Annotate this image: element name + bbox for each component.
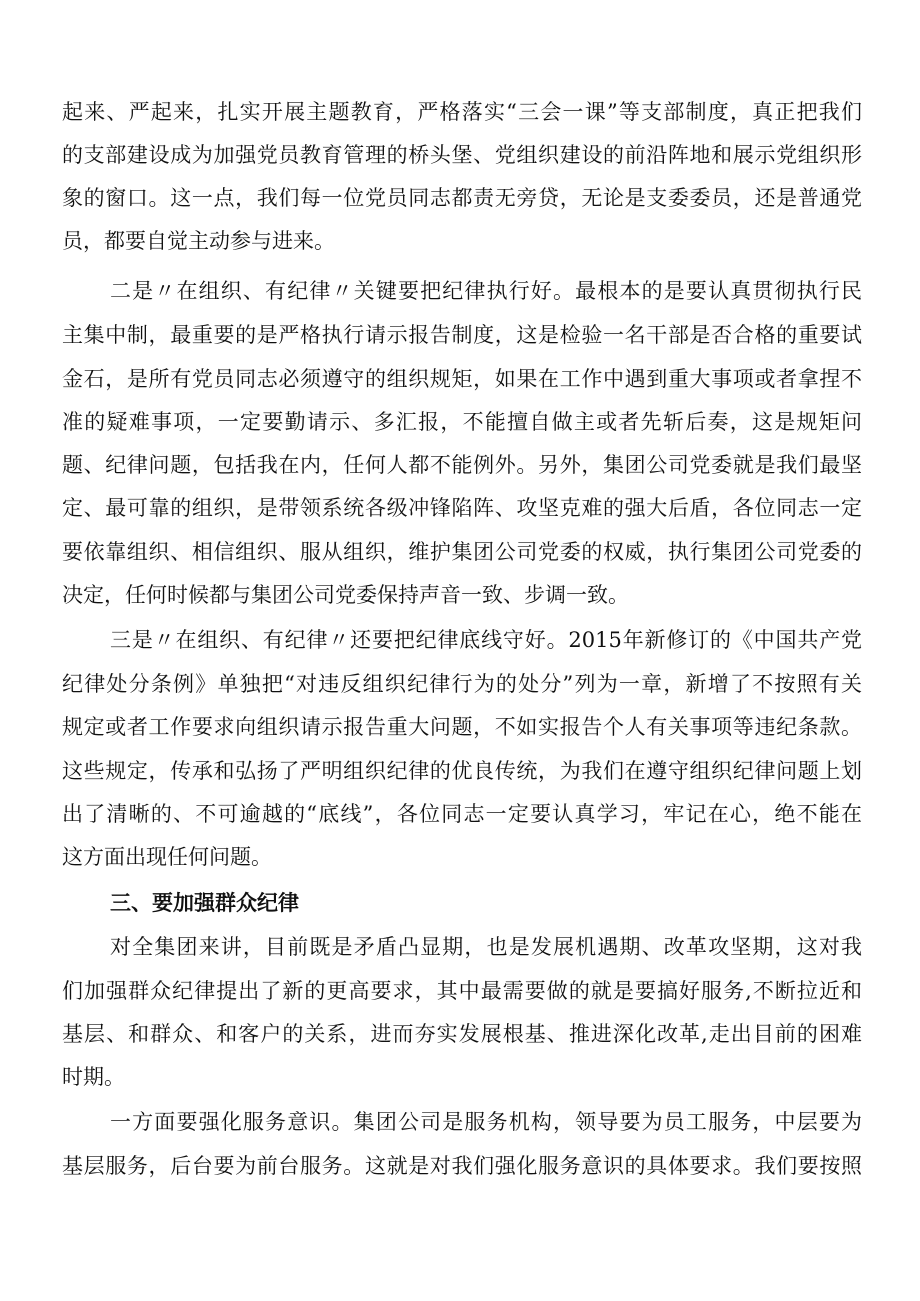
text-line: 准的疑难事项，一定要勤请示、多汇报，不能擅自做主或者先斩后奏，这是规矩问 — [62, 410, 862, 434]
text-line: 基层、和群众、和客户的关系，进而夯实发展根基、推进深化改革,走出目前的困难 — [62, 1022, 862, 1046]
text-line: 这方面出现任何问题。 — [62, 845, 272, 869]
text-line: 要依靠组织、相信组织、服从组织，维护集团公司党委的权威，执行集团公司党委的 — [62, 540, 862, 564]
text-line: 们加强群众纪律提出了新的更高要求，其中最需要做的就是要搞好服务,不断拉近和 — [62, 979, 862, 1003]
text-line: 这些规定，传承和弘扬了严明组织纪律的优良传统，为我们在遵守组织纪律问题上划 — [62, 759, 862, 783]
text-line: 主集中制，最重要的是严格执行请示报告制度，这是检验一名干部是否合格的重要试 — [62, 323, 862, 347]
text-line: 规定或者工作要求向组织请示报告重大问题，不如实报告个人有关事项等违纪条款。 — [62, 715, 862, 739]
text-line: 金石，是所有党员同志必须遵守的组织规矩，如果在工作中遇到重大事项或者拿捏不 — [62, 367, 862, 391]
text-line: 题、纪律问题，包括我在内，任何人都不能例外。另外，集团公司党委就是我们最坚 — [62, 453, 862, 477]
text-line: 象的窗口。这一点，我们每一位党员同志都责无旁贷，无论是支委委员，还是普通党 — [62, 186, 862, 210]
text-line: 时期。 — [62, 1065, 125, 1089]
text-line: 起来、严起来，扎实开展主题教育，严格落实“三会一课”等支部制度，真正把我们 — [62, 100, 862, 124]
text-line: 二是〃在组织、有纪律〃关键要把纪律执行好。最根本的是要认真贯彻执行民 — [110, 279, 862, 303]
text-line: 的支部建设成为加强党员教育管理的桥头堡、党组织建设的前沿阵地和展示党组织形 — [62, 143, 862, 167]
text-line: 一方面要强化服务意识。集团公司是服务机构，领导要为员工服务，中层要为 — [110, 1110, 862, 1134]
text-line: 出了清晰的、不可逾越的“底线”，各位同志一定要认真学习，牢记在心，绝不能在 — [62, 802, 862, 826]
text-line: 决定，任何时候都与集团公司党委保持声音一致、步调一致。 — [62, 583, 629, 607]
text-line: 员，都要自觉主动参与进来。 — [62, 229, 335, 253]
text-line: 基层服务，后台要为前台服务。这就是对我们强化服务意识的具体要求。我们要按照 — [62, 1154, 862, 1178]
section-heading: 三、要加强群众纪律 — [110, 891, 299, 915]
text-line: 对全集团来讲，目前既是矛盾凸显期，也是发展机遇期、改革攻坚期，这对我 — [110, 935, 862, 959]
text-line: 纪律处分条例》单独把“对违反组织纪律行为的处分”列为一章，新增了不按照有关 — [62, 672, 862, 696]
text-line: 定、最可靠的组织，是带领系统各级冲锋陷阵、攻坚克难的强大后盾，各位同志一定 — [62, 496, 862, 520]
text-line: 三是〃在组织、有纪律〃还要把纪律底线守好。2015年新修订的《中国共产党 — [110, 628, 862, 652]
